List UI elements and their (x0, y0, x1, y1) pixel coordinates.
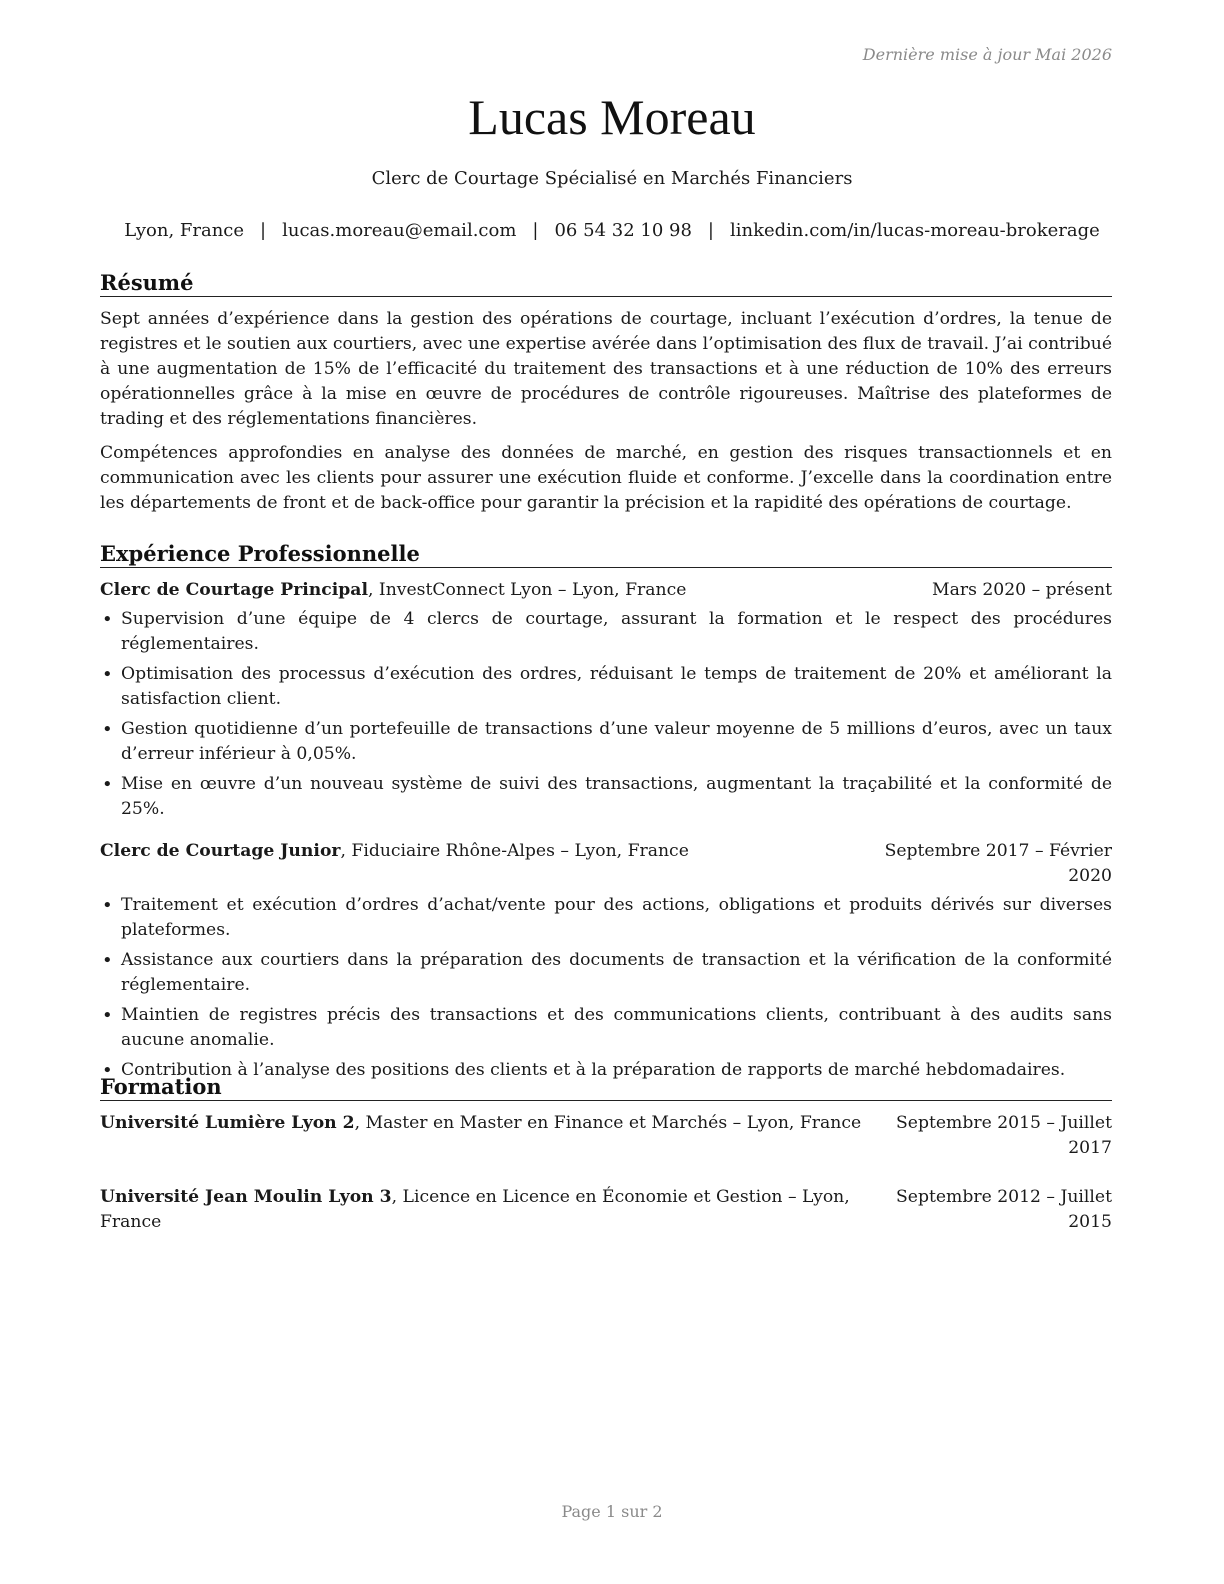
job-organization: , InvestConnect Lyon – Lyon, France (367, 580, 687, 600)
summary-section (100, 270, 1112, 525)
job-header (100, 839, 1112, 889)
contact-separator: | (532, 220, 539, 241)
list-item: • Contribution à l’analyse des positions des clients et à la préparation de rapports de marché hebdomadaires. (100, 1058, 1112, 1083)
summary-paragraph: Compétences approfondies en analyse des données de marché, en gestion des risques transactionnels et en communication avec les clients pour assurer une exécution fluide et conforme. J’excelle dans la coordination entre les départements de front et de back-office pour garantir la précision et la rapidité des opérations de courtage. (100, 443, 1112, 513)
education-degree: , Licence en Licence en Économie et Gestion – Lyon, France (100, 1187, 850, 1232)
summary-paragraph: Sept années d’expérience dans la gestion des opérations de courtage, incluant l’exécution d’ordres, la tenue de registres et le soutien aux courtiers, avec une expertise avérée dans l’optimisation des flux de travail. J’ai contribué à une augmentation de 15% de l’efficacité du traitement des transactions et à une réduction de 10% des erreurs opérationnelles grâce à la mise en œuvre de procédures de contrôle rigoureuses. Maîtrise des plateformes de trading et des réglementations financières. (100, 309, 1112, 429)
job-dates: Mars 2020 – présent (932, 580, 1112, 600)
candidate-name: Lucas Moreau (468, 89, 756, 145)
job-entry (100, 839, 1112, 1083)
experience-heading: Expérience Professionnelle (100, 541, 1112, 568)
education-dates: Septembre 2015 – Juillet 2017 (896, 1113, 1112, 1158)
contact-phone[interactable]: 06 54 32 10 98 (554, 220, 692, 241)
contact-linkedin[interactable]: linkedin.com/in/lucas-moreau-brokerage (729, 220, 1100, 241)
candidate-title: Clerc de Courtage Spécialisé en Marchés Financiers (371, 168, 853, 189)
contact-line (0, 220, 1224, 241)
job-header (100, 578, 1112, 603)
education-school: Université Jean Moulin Lyon 3 (100, 1187, 392, 1207)
list-item: • Supervision d’une équipe de 4 clercs de courtage, assurant la formation et le respect des procédures réglementaires. (100, 607, 1112, 657)
education-dates: Septembre 2012 – Juillet 2015 (896, 1187, 1112, 1232)
list-item: • Optimisation des processus d’exécution des ordres, réduisant le temps de traitement de 20% et améliorant la satisfaction client. (100, 662, 1112, 712)
job-bullets (100, 893, 1112, 1083)
education-entry (100, 1111, 1112, 1161)
education-school: Université Lumière Lyon 2 (100, 1113, 355, 1133)
job-role: Clerc de Courtage Junior (100, 841, 341, 861)
job-role: Clerc de Courtage Principal (100, 580, 368, 600)
job-dates: Septembre 2017 – Février 2020 (884, 841, 1112, 886)
list-item: • Traitement et exécution d’ordres d’achat/vente pour des actions, obligations et produits dérivés sur diverses plateformes. (100, 893, 1112, 943)
summary-heading: Résumé (100, 270, 1112, 297)
page-number: Page 1 sur 2 (561, 1502, 663, 1521)
experience-section (100, 541, 1112, 1088)
contact-separator: | (260, 220, 267, 241)
job-organization: , Fiduciaire Rhône-Alpes – Lyon, France (340, 841, 689, 861)
contact-separator: | (707, 220, 714, 241)
education-heading: Formation (100, 1074, 1112, 1101)
list-item: • Gestion quotidienne d’un portefeuille de transactions d’une valeur moyenne de 5 millions d’euros, avec un taux d’erreur inférieur à 0,05%. (100, 717, 1112, 767)
contact-email[interactable]: lucas.moreau@email.com (282, 220, 517, 241)
education-section (100, 1074, 1112, 1235)
education-degree: , Master en Master en Finance et Marchés – Lyon, France (354, 1113, 862, 1133)
job-bullets (100, 607, 1112, 822)
last-updated: Dernière mise à jour Mai 2026 (862, 45, 1112, 64)
list-item: • Assistance aux courtiers dans la préparation des documents de transaction et la vérification de la conformité réglementaire. (100, 948, 1112, 998)
education-entry (100, 1185, 1112, 1235)
contact-location: Lyon, France (124, 220, 245, 241)
list-item: • Maintien de registres précis des transactions et des communications clients, contribuant à des audits sans aucune anomalie. (100, 1003, 1112, 1053)
job-entry (100, 578, 1112, 822)
list-item: • Mise en œuvre d’un nouveau système de suivi des transactions, augmentant la traçabilité et la conformité de 25%. (100, 772, 1112, 822)
